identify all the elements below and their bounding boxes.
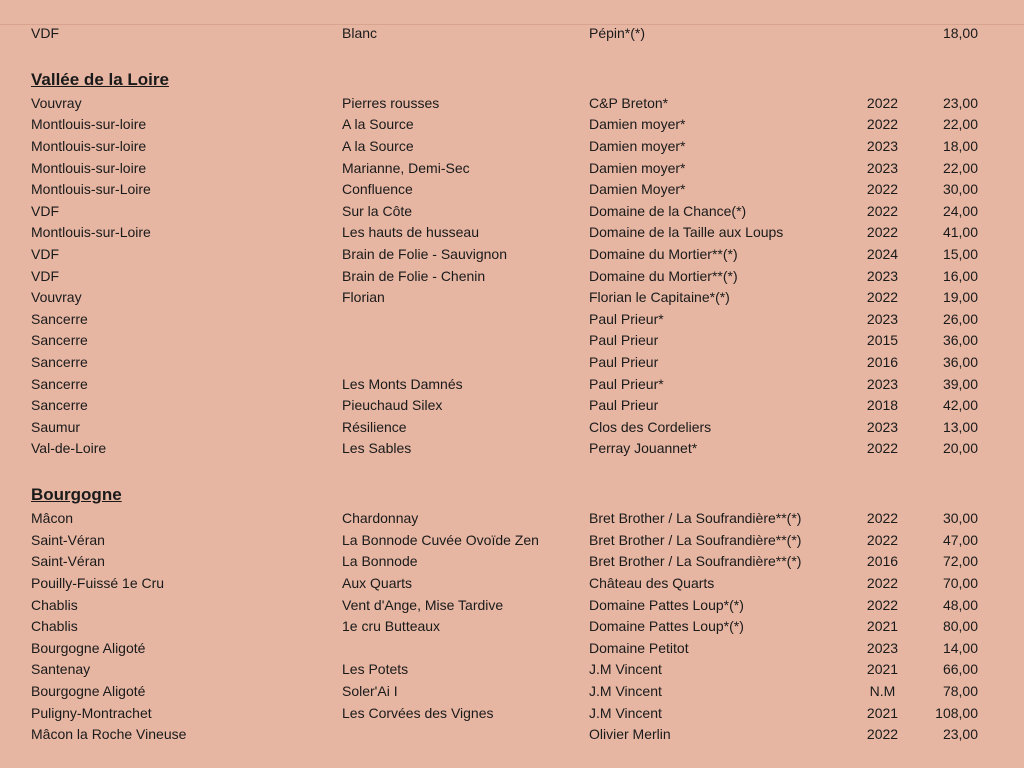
year-cell: 2015 xyxy=(866,332,899,349)
year-cell: 2023 xyxy=(866,159,899,176)
price-cell: 20,00 xyxy=(942,440,978,457)
price-cell: 19,00 xyxy=(942,289,978,306)
year-cell: 2022 xyxy=(866,531,899,548)
cuvee-cell: Sur la Côte xyxy=(342,202,413,219)
year-cell: 2021 xyxy=(866,618,899,635)
wine-row xyxy=(0,201,1024,223)
price-cell: 18,00 xyxy=(942,25,978,41)
producer-cell: Domaine du Mortier**(*) xyxy=(589,267,738,284)
year-cell: 2023 xyxy=(866,138,899,155)
appellation-cell: Vouvray xyxy=(31,289,82,306)
wine-row xyxy=(0,179,1024,201)
producer-cell: Domaine de la Chance(*) xyxy=(589,202,747,219)
producer-cell: Paul Prieur xyxy=(589,397,659,414)
year-cell: 2021 xyxy=(866,704,899,721)
producer-cell: Paul Prieur* xyxy=(589,310,664,327)
year-cell: 2022 xyxy=(866,116,899,133)
price-cell: 30,00 xyxy=(942,181,978,198)
appellation-cell: Montlouis-sur-Loire xyxy=(31,224,151,241)
price-cell: 42,00 xyxy=(942,397,978,414)
wine-row xyxy=(0,573,1024,595)
wine-row xyxy=(0,222,1024,244)
cuvee-cell: Vent d'Ange, Mise Tardive xyxy=(342,596,504,613)
price-cell: 22,00 xyxy=(942,159,978,176)
price-cell: 72,00 xyxy=(942,553,978,570)
producer-cell: Olivier Merlin xyxy=(589,726,671,743)
wine-row xyxy=(0,287,1024,309)
cuvee-cell: Les hauts de husseau xyxy=(342,224,479,241)
producer-cell: Domaine du Mortier**(*) xyxy=(589,246,738,263)
wine-list xyxy=(0,23,1024,746)
wine-row xyxy=(0,395,1024,417)
cuvee-cell: Brain de Folie - Chenin xyxy=(342,267,486,284)
year-cell: 2022 xyxy=(866,94,899,111)
wine-row xyxy=(0,309,1024,331)
producer-cell: Damien moyer* xyxy=(589,116,686,133)
appellation-cell: Saumur xyxy=(31,418,81,435)
year-cell: 2023 xyxy=(866,639,899,656)
appellation-cell: Saint-Véran xyxy=(31,531,105,548)
producer-cell: Bret Brother / La Soufrandière**(*) xyxy=(589,531,802,548)
cuvee-cell: Les Corvées des Vignes xyxy=(342,704,494,721)
producer-cell: Perray Jouannet* xyxy=(589,440,698,457)
year-cell: N.M xyxy=(869,683,896,700)
producer-cell: Château des Quarts xyxy=(589,575,715,592)
producer-cell: Paul Prieur xyxy=(589,354,659,371)
section-title: Vallée de la Loire xyxy=(31,69,169,89)
price-cell: 36,00 xyxy=(942,354,978,371)
producer-cell: Paul Prieur* xyxy=(589,375,664,392)
cuvee-cell: Les Monts Damnés xyxy=(342,375,463,392)
year-cell: 2022 xyxy=(866,440,899,457)
price-cell: 23,00 xyxy=(942,94,978,111)
appellation-cell: Montlouis-sur-loire xyxy=(31,159,147,176)
year-cell: 2023 xyxy=(866,267,899,284)
appellation-cell: Bourgogne Aligoté xyxy=(31,639,146,656)
price-cell: 47,00 xyxy=(942,531,978,548)
wine-row xyxy=(0,93,1024,115)
appellation-cell: Sancerre xyxy=(31,332,88,349)
appellation-cell: Chablis xyxy=(31,618,78,635)
appellation-cell: VDF xyxy=(31,25,59,41)
price-cell: 22,00 xyxy=(942,116,978,133)
producer-cell: Damien moyer* xyxy=(589,138,686,155)
appellation-cell: Mâcon xyxy=(31,510,74,527)
producer-cell: Paul Prieur xyxy=(589,332,659,349)
price-cell: 70,00 xyxy=(942,575,978,592)
wine-row xyxy=(0,114,1024,136)
wine-row xyxy=(0,551,1024,573)
cuvee-cell: La Bonnode Cuvée Ovoïde Zen xyxy=(342,531,539,548)
appellation-cell: Montlouis-sur-Loire xyxy=(31,181,151,198)
producer-cell: Florian le Capitaine*(*) xyxy=(589,289,730,306)
section-title: Bourgogne xyxy=(31,485,122,505)
price-cell: 13,00 xyxy=(942,418,978,435)
appellation-cell: Mâcon la Roche Vineuse xyxy=(31,726,187,743)
wine-row xyxy=(0,158,1024,180)
cuvee-cell: Pierres rousses xyxy=(342,94,440,111)
cuvee-cell: 1e cru Butteaux xyxy=(342,618,441,635)
appellation-cell: VDF xyxy=(31,246,59,263)
price-cell: 18,00 xyxy=(942,138,978,155)
year-cell: 2022 xyxy=(866,181,899,198)
wine-row xyxy=(0,724,1024,746)
producer-cell: Domaine Pattes Loup*(*) xyxy=(589,596,744,613)
appellation-cell: Sancerre xyxy=(31,354,88,371)
price-cell: 48,00 xyxy=(942,596,978,613)
appellation-cell: Puligny-Montrachet xyxy=(31,704,152,721)
year-cell: 2023 xyxy=(866,310,899,327)
appellation-cell: VDF xyxy=(31,202,59,219)
year-cell: 2022 xyxy=(866,224,899,241)
price-cell: 14,00 xyxy=(942,639,978,656)
price-cell: 78,00 xyxy=(942,683,978,700)
year-cell: 2022 xyxy=(866,596,899,613)
producer-cell: Domaine de la Taille aux Loups xyxy=(589,224,784,241)
producer-cell: J.M Vincent xyxy=(589,661,662,678)
section-spacer xyxy=(0,45,1024,67)
producer-cell: Clos des Cordeliers xyxy=(589,418,712,435)
wine-row xyxy=(0,23,1024,45)
price-cell: 30,00 xyxy=(942,510,978,527)
appellation-cell: Bourgogne Aligoté xyxy=(31,683,146,700)
wine-row xyxy=(0,530,1024,552)
producer-cell: J.M Vincent xyxy=(589,683,662,700)
section-spacer xyxy=(0,460,1024,482)
appellation-cell: VDF xyxy=(31,267,59,284)
cuvee-cell: Les Potets xyxy=(342,661,409,678)
year-cell: 2022 xyxy=(866,726,899,743)
price-cell: 66,00 xyxy=(942,661,978,678)
appellation-cell: Vouvray xyxy=(31,94,82,111)
wine-row xyxy=(0,703,1024,725)
producer-cell: Bret Brother / La Soufrandière**(*) xyxy=(589,510,802,527)
wine-row xyxy=(0,374,1024,396)
year-cell: 2022 xyxy=(866,510,899,527)
price-cell: 108,00 xyxy=(935,704,978,721)
year-cell: 2018 xyxy=(866,397,899,414)
year-cell: 2022 xyxy=(866,202,899,219)
wine-row xyxy=(0,136,1024,158)
cuvee-cell: Résilience xyxy=(342,418,407,435)
appellation-cell: Val-de-Loire xyxy=(31,440,107,457)
appellation-cell: Santenay xyxy=(31,661,91,678)
producer-cell: J.M Vincent xyxy=(589,704,662,721)
producer-cell: Bret Brother / La Soufrandière**(*) xyxy=(589,553,802,570)
producer-cell: Pépin*(*) xyxy=(589,25,646,41)
cuvee-cell: Confluence xyxy=(342,181,413,198)
producer-cell: Damien Moyer* xyxy=(589,181,686,198)
price-cell: 24,00 xyxy=(942,202,978,219)
cuvee-cell: Brain de Folie - Sauvignon xyxy=(342,246,507,263)
cuvee-cell: Soler'Ai I xyxy=(342,683,398,700)
wine-row xyxy=(0,638,1024,660)
wine-row xyxy=(0,417,1024,439)
producer-cell: Domaine Pattes Loup*(*) xyxy=(589,618,744,635)
wine-row xyxy=(0,330,1024,352)
appellation-cell: Sancerre xyxy=(31,397,88,414)
price-cell: 23,00 xyxy=(942,726,978,743)
cuvee-cell: La Bonnode xyxy=(342,553,418,570)
producer-cell: Damien moyer* xyxy=(589,159,686,176)
year-cell: 2022 xyxy=(866,289,899,306)
price-cell: 36,00 xyxy=(942,332,978,349)
price-cell: 41,00 xyxy=(942,224,978,241)
price-cell: 80,00 xyxy=(942,618,978,635)
wine-row xyxy=(0,266,1024,288)
appellation-cell: Saint-Véran xyxy=(31,553,105,570)
price-cell: 26,00 xyxy=(942,310,978,327)
wine-row xyxy=(0,659,1024,681)
wine-row xyxy=(0,616,1024,638)
cuvee-cell: Les Sables xyxy=(342,440,412,457)
cuvee-cell: Florian xyxy=(342,289,385,306)
price-cell: 39,00 xyxy=(942,375,978,392)
wine-row xyxy=(0,244,1024,266)
cuvee-cell: A la Source xyxy=(342,138,414,155)
cuvee-cell: Blanc xyxy=(342,25,378,41)
cuvee-cell: A la Source xyxy=(342,116,414,133)
year-cell: 2016 xyxy=(866,553,899,570)
year-cell: 2022 xyxy=(866,575,899,592)
appellation-cell: Montlouis-sur-loire xyxy=(31,116,147,133)
appellation-cell: Sancerre xyxy=(31,375,88,392)
cuvee-cell: Marianne, Demi-Sec xyxy=(342,159,470,176)
year-cell: 2016 xyxy=(866,354,899,371)
year-cell: 2023 xyxy=(866,375,899,392)
year-cell: 2023 xyxy=(866,418,899,435)
wine-row xyxy=(0,352,1024,374)
price-cell: 16,00 xyxy=(942,267,978,284)
wine-row xyxy=(0,681,1024,703)
wine-row xyxy=(0,508,1024,530)
cuvee-cell: Pieuchaud Silex xyxy=(342,397,443,414)
appellation-cell: Chablis xyxy=(31,596,78,613)
cuvee-cell: Aux Quarts xyxy=(342,575,413,592)
appellation-cell: Sancerre xyxy=(31,310,88,327)
wine-row xyxy=(0,595,1024,617)
price-cell: 15,00 xyxy=(942,246,978,263)
producer-cell: Domaine Petitot xyxy=(589,639,689,656)
appellation-cell: Pouilly-Fuissé 1e Cru xyxy=(31,575,165,592)
year-cell: 2024 xyxy=(866,246,899,263)
wine-row xyxy=(0,438,1024,460)
appellation-cell: Montlouis-sur-loire xyxy=(31,138,147,155)
year-cell: 2021 xyxy=(866,661,899,678)
producer-cell: C&P Breton* xyxy=(589,94,669,111)
cuvee-cell: Chardonnay xyxy=(342,510,419,527)
